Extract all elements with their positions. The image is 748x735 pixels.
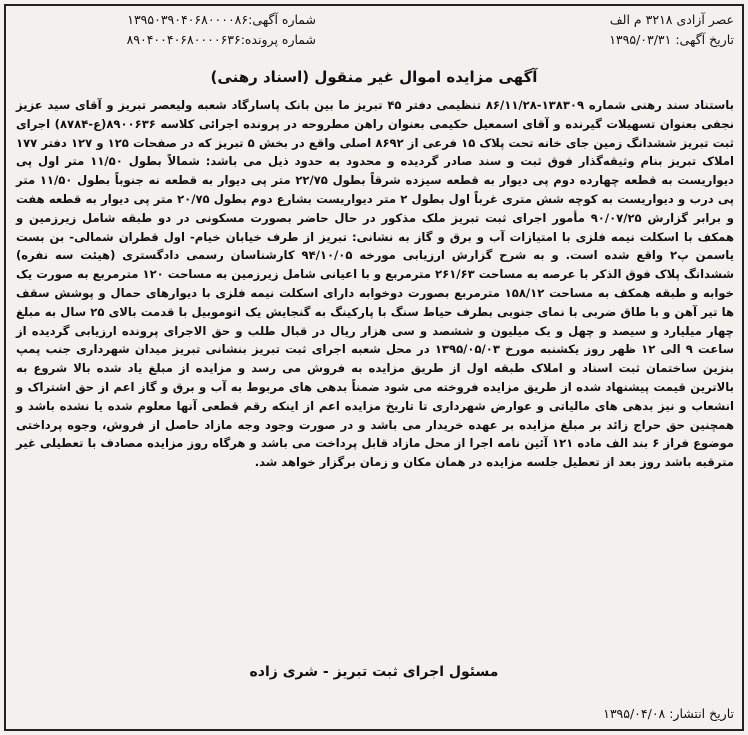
- notice-number: شماره آگهی:۱۳۹۵۰۳۹۰۴۰۶۸۰۰۰۰۸۶: [127, 12, 316, 27]
- header-left: [16, 10, 316, 50]
- notice-title: آگهی مزایده اموال غیر منقول (اسناد رهنی): [210, 68, 538, 86]
- paper-label: عصر آزادی ۳۲۱۸ م الف: [609, 12, 734, 27]
- notice-date: تاریخ آگهی: ۱۳۹۵/۰۳/۳۱: [609, 32, 734, 47]
- header-right: [494, 10, 734, 50]
- file-number: شماره پرونده:۸۹۰۴۰۰۴۰۶۸۰۰۰۰۶۳۶: [126, 32, 316, 47]
- signature-line: مسئول اجرای ثبت تبریز - شری زاده: [249, 664, 499, 680]
- notice-body: باستناد سند رهنی شماره ۱۳۸۳۰۹-۸۶/۱۱/۲۸ تنظیمی دفتر ۴۵ تبریز ما بین بانک پاسارگاد شعبه ولیعصر تبریز و آقای سید عزیز نجفی بعنوان تسهیلات گیرنده و آقای اسمعیل حکیمی بعنوان راهن مطروحه در پرونده اجرائی کلاسه ۸۹۰۰۶۳۶(ع-۸۷۸۴) اجرای ثبت تبریز ششدانگ زمین جای خانه تحت پلاک ۱۵ فرعی از ۸۶۹۲ اصلی واقع در بخش ۵ تبریز که در صفحات ۱۲۵ و ۱۲۷ دفتر ۱۷۷ املاک تبریز بنام وثیقه‌گذار فوق ثبت و سند صادر گردیده و محدود به حدود ذیل می باشد: شمالاً بطول ۱۱/۵۰ متر اول پی دیواریست به قطعه چهارده دوم پی دیوار به قطعه سیزده شرقاً بطول ۲۲/۷۵ متر پی دیوار به قطعه نه جنوباً بطول ۱۱/۵۰ متر پی درب و دیواریست به کوچه شش متری غرباً اول بطول ۲ متر دیواریست بشارع دوم بطول ۲۰/۷۵ متر پی دیوار به قطعه هفت و برابر گزارش ۹۰/۰۷/۲۵ مأمور اجرای ثبت تبریز ملک مذکور در حال حاضر بصورت مسکونی در دو طبقه شامل زیرزمین و همکف با اسکلت نیمه فلزی با امتیازات آب و برق و گاز به نشانی: تبریز از طرف خیابان خیام- اول قطران شمالی- بن بست یاسمن پ۲ واقع شده است. و به شرح گزارش ارزیابی مورخه ۹۴/۱۰/۰۵ کارشناسان رسمی دادگستری (هیئت سه نفره) ششدانگ پلاک فوق الذکر با عرصه به مساحت ۲۶۱/۶۳ مترمربع و با اعیانی شامل زیرزمین به مساحت ۱۲۰ مترمربع به صورت یک خوابه و طبقه همکف به مساحت ۱۵۸/۱۲ مترمربع بصورت دوخوابه دارای اسکلت نیمه فلزی با دیوارهای حمال و پوشش سقف ها تیر آهن و با طاق ضربی با نمای جنوبی بطرف حیاط سنگ با پارکینگ به گنجایش یک اتوموبیل با قدمت بالای ۲۵ سال به مبلغ چهار میلیارد و سیصد و چهل و یک میلیون و ششصد و سی هزار ریال در قبال طلب و حق الاجرای پرونده ارزیابی گردیده از ساعت ۹ الی ۱۲ ظهر روز یکشنبه مورخ ۱۳۹۵/۰۵/۰۳ در محل شعبه اجرای ثبت تبریز بنشانی تبریز میدان شهرداری جنب پمپ بنزین ساختمان ثبت اسناد و املاک طبقه اول از طریق مزایده به فروش می رسد و مزایده از مبلغ یاد شده بالا شروع به بالاترین قیمت پیشنهاد شده از طریق مزایده فروخته می شود ضمناً بدهی های مربوط به آب و برق و گاز اعم از حق اشتراک و انشعاب و نیز بدهی های مالیاتی و عوارض شهرداری تا تاریخ مزایده اعم از اینکه رقم قطعی آنها معلوم شده یا نشده باشد و همچنین حق حراج زائد بر مبلغ مزایده بر عهده خریدار می باشد و در صورت وجود وجه مازاد حاصل از فروش، وجوه پرداختی موضوع فراز ۶ بند الف ماده ۱۲۱ آئین نامه اجرا از محل مازاد قابل پرداخت می باشد و هرگاه روز مزایده مصادف با تعطیلی غیر مترقبه باشد روز بعد از تعطیل جلسه مزایده در همان مکان و زمان برگزار خواهد شد.: [16, 98, 735, 470]
- publish-date: تاریخ انتشار: ۱۳۹۵/۰۴/۰۸: [603, 706, 734, 721]
